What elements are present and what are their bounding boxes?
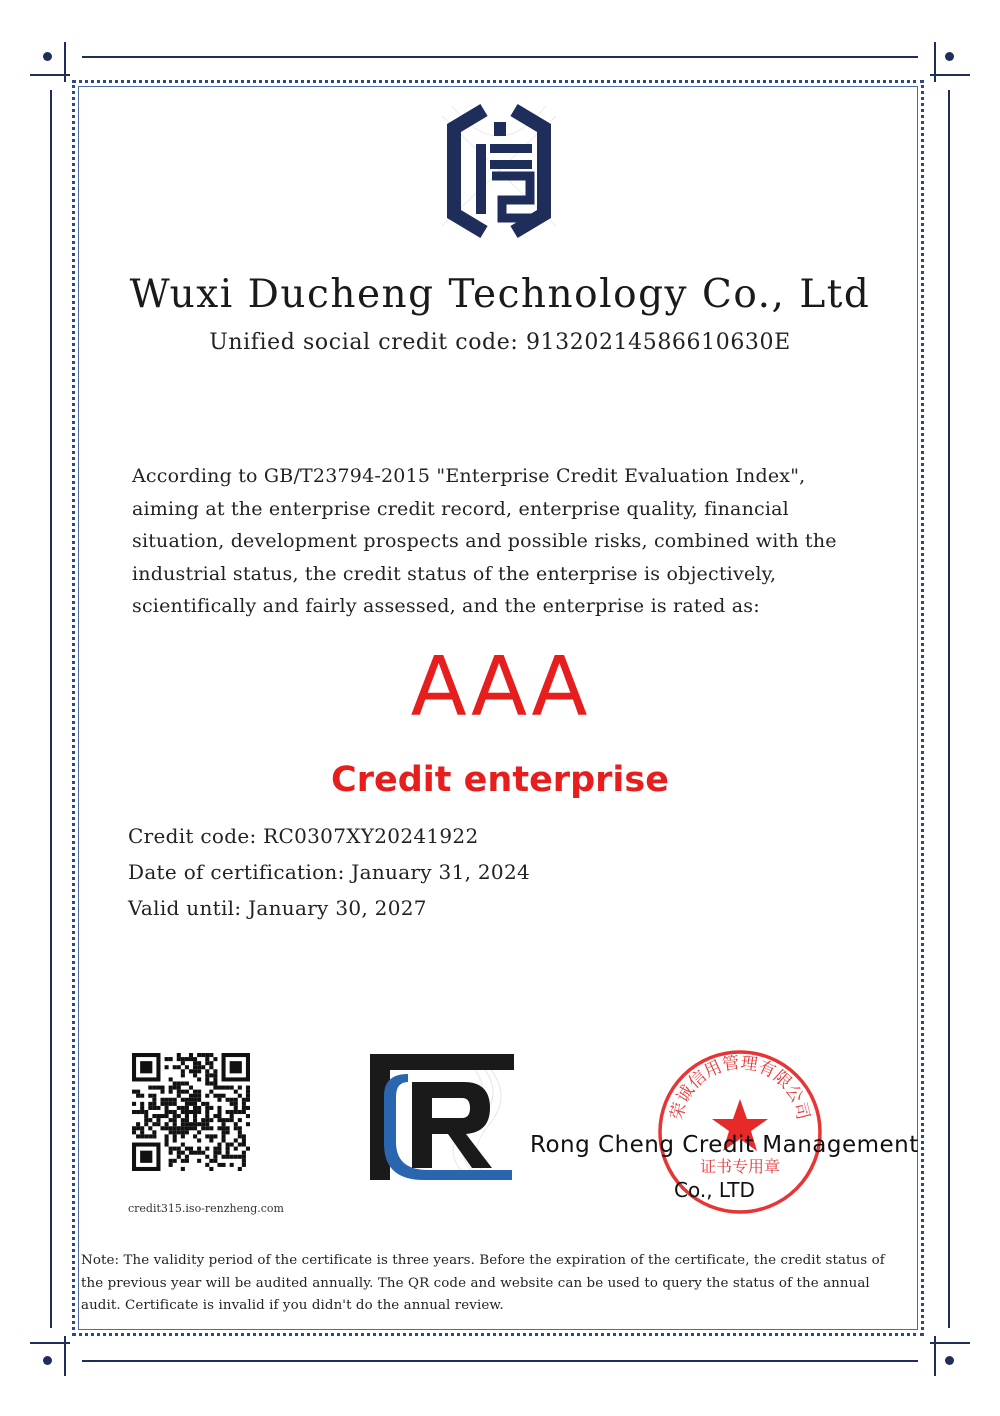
issuer-name-suffix: Co., LTD: [674, 1178, 755, 1202]
valid-until: Valid until: January 30, 2027: [128, 896, 427, 920]
rc-logo-icon: [368, 1052, 514, 1182]
note-line: Note: The validity period of the certificate is three years. Before the expiration of the certificate, the credit status of: [81, 1253, 885, 1268]
statement-line: aiming at the enterprise credit record, enterprise quality, financial: [132, 497, 789, 520]
rating-label: Credit enterprise: [331, 760, 669, 800]
statement-line: According to GB/T23794-2015 "Enterprise Credit Evaluation Index",: [132, 465, 806, 487]
unified-credit-code: Unified social credit code: 91320214586610630E: [209, 330, 791, 355]
note-line: audit. Certificate is invalid if you didn't do the annual review.: [81, 1298, 504, 1314]
frame-bottom-line: [82, 1360, 918, 1362]
credit-rating: AAA: [410, 640, 590, 735]
assessment-statement: [132, 460, 872, 623]
note-line: the previous year will be audited annually. The QR code and website can be used to query the status of the annual: [81, 1275, 870, 1291]
credit-code: Credit code: RC0307XY20241922: [128, 824, 479, 848]
corner-dot-tl: [43, 52, 52, 61]
statement-line: industrial status, the credit status of the enterprise is objectively,: [132, 562, 777, 585]
corner-bl-v: [64, 1336, 66, 1376]
verification-website[interactable]: credit315.iso-renzheng.com: [128, 1202, 284, 1215]
statement-line: situation, development prospects and possible risks, combined with the: [132, 530, 837, 553]
corner-br-h: [930, 1342, 970, 1344]
corner-tr-h: [930, 74, 970, 76]
company-name: Wuxi Ducheng Technology Co., Ltd: [129, 272, 871, 317]
seal-top-text: 荣诚信用管理有限公司: [667, 1053, 813, 1122]
frame-top-line: [82, 56, 918, 58]
credit-emblem-icon: [432, 96, 566, 246]
corner-dot-bl: [43, 1356, 52, 1365]
validity-note: [81, 1250, 917, 1318]
issuer-name: Rong Cheng Credit Management: [530, 1132, 919, 1158]
qr-code-icon[interactable]: [132, 1053, 250, 1171]
corner-br-v: [934, 1336, 936, 1376]
corner-dot-tr: [945, 52, 954, 61]
corner-tr-v: [934, 42, 936, 82]
corner-dot-br: [945, 1356, 954, 1365]
date-of-certification: Date of certification: January 31, 2024: [128, 860, 531, 884]
seal-bottom-text: 证书专用章: [699, 1157, 781, 1176]
statement-line: scientifically and fairly assessed, and the enterprise is rated as:: [132, 595, 760, 618]
corner-tl-v: [64, 42, 66, 82]
